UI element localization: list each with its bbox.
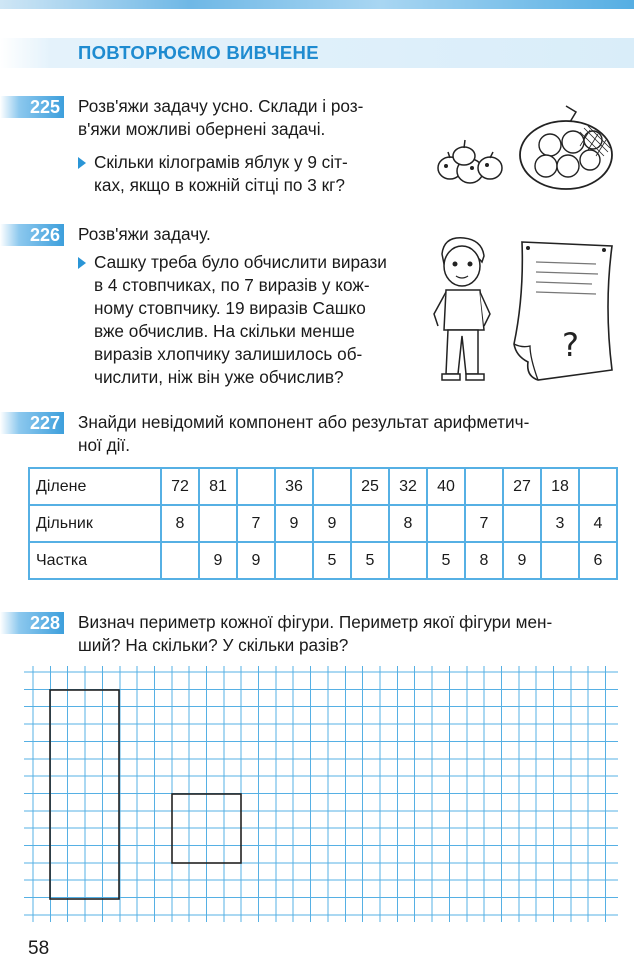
- task-226-text: [78, 223, 408, 246]
- task-227-line: ної дії.: [78, 435, 130, 455]
- task-228-line: Визнач периметр кожної фігури. Периметр якої фігури мен-: [78, 612, 553, 632]
- table-cell[interactable]: 4: [579, 505, 617, 542]
- table-cell[interactable]: 5: [427, 542, 465, 579]
- squared-grid: [24, 666, 618, 922]
- task-number-226: 226: [0, 224, 64, 246]
- table-row-dividend: [29, 468, 617, 505]
- table-cell[interactable]: 7: [465, 505, 503, 542]
- table-cell[interactable]: 9: [275, 505, 313, 542]
- task-226-subtext: [94, 251, 414, 389]
- task-number-227: 227: [0, 412, 64, 434]
- table-cell[interactable]: [275, 542, 313, 579]
- bullet-icon: [78, 257, 86, 269]
- table-cell[interactable]: 32: [389, 468, 427, 505]
- table-cell[interactable]: 9: [313, 505, 351, 542]
- table-cell[interactable]: 8: [389, 505, 427, 542]
- task-226-subline: виразів хлопчику залишилось об-: [94, 344, 363, 364]
- table-cell[interactable]: 8: [465, 542, 503, 579]
- table-cell[interactable]: [351, 505, 389, 542]
- task-226-subline: в 4 стовпчиках, по 7 виразів у кож-: [94, 275, 370, 295]
- table-cell[interactable]: [503, 505, 541, 542]
- task-225-subline: Скільки кілограмів яблук у 9 сіт-: [94, 152, 348, 172]
- apple-net-bag-icon: [518, 100, 618, 195]
- task-225-text: [78, 95, 408, 141]
- table-cell[interactable]: 81: [199, 468, 237, 505]
- task-226-subline: числити, ніж він уже обчислив?: [94, 367, 344, 387]
- table-cell[interactable]: [465, 468, 503, 505]
- task-number-225: 225: [0, 96, 64, 118]
- table-cell[interactable]: 40: [427, 468, 465, 505]
- task-227-line: Знайди невідомий компонент або результат арифметич-: [78, 412, 530, 432]
- table-cell[interactable]: 9: [503, 542, 541, 579]
- table-cell[interactable]: [237, 468, 275, 505]
- table-row-divisor: [29, 505, 617, 542]
- apples-icon: [432, 138, 512, 188]
- top-color-bar: [0, 0, 634, 9]
- table-cell[interactable]: 5: [351, 542, 389, 579]
- table-cell[interactable]: [579, 468, 617, 505]
- table-cell[interactable]: 3: [541, 505, 579, 542]
- row-label: Частка: [29, 542, 161, 579]
- task-228-line: ший? На скільки? У скільки разів?: [78, 635, 349, 655]
- bullet-icon: [78, 157, 86, 169]
- task-number-228: 228: [0, 612, 64, 634]
- task-225-subtext: [94, 151, 416, 197]
- task-226-subline: Сашку треба було обчислити вирази: [94, 252, 387, 272]
- task-225-line: в'яжи можливі обернені задачі.: [78, 119, 326, 139]
- row-label: Дільник: [29, 505, 161, 542]
- table-cell[interactable]: [161, 542, 199, 579]
- table-cell[interactable]: [199, 505, 237, 542]
- table-cell[interactable]: [427, 505, 465, 542]
- rectangle-figure: [50, 690, 119, 899]
- task-226-line: Розв'яжи задачу.: [78, 224, 211, 244]
- table-cell[interactable]: [313, 468, 351, 505]
- section-title: ПОВТОРЮЄМО ВИВЧЕНЕ: [78, 42, 319, 63]
- task-227-text: [78, 411, 614, 457]
- task-228-text: [78, 611, 614, 657]
- table-cell[interactable]: [389, 542, 427, 579]
- table-cell[interactable]: [541, 542, 579, 579]
- table-cell[interactable]: 9: [237, 542, 275, 579]
- boy-illustration-icon: [424, 232, 504, 384]
- table-cell[interactable]: 8: [161, 505, 199, 542]
- table-cell[interactable]: 18: [541, 468, 579, 505]
- table-cell[interactable]: 25: [351, 468, 389, 505]
- table-cell[interactable]: 72: [161, 468, 199, 505]
- row-label: Ділене: [29, 468, 161, 505]
- task-225-subline: ках, якщо в кожній сітці по 3 кг?: [94, 175, 345, 195]
- table-cell[interactable]: 5: [313, 542, 351, 579]
- table-cell[interactable]: 27: [503, 468, 541, 505]
- page-number: 58: [28, 938, 50, 959]
- task-226-subline: вже обчислив. На скільки менше: [94, 321, 355, 341]
- table-row-quotient: [29, 542, 617, 579]
- sheet-question-mark: ?: [562, 326, 579, 364]
- table-cell[interactable]: 7: [237, 505, 275, 542]
- division-table: [28, 467, 618, 580]
- table-cell[interactable]: 36: [275, 468, 313, 505]
- task-225-line: Розв'яжи задачу усно. Склади і роз-: [78, 96, 364, 116]
- table-cell[interactable]: 6: [579, 542, 617, 579]
- table-cell[interactable]: 9: [199, 542, 237, 579]
- paper-sheet-icon: [508, 236, 620, 386]
- task-226-subline: ному стовпчику. 19 виразів Сашко: [94, 298, 366, 318]
